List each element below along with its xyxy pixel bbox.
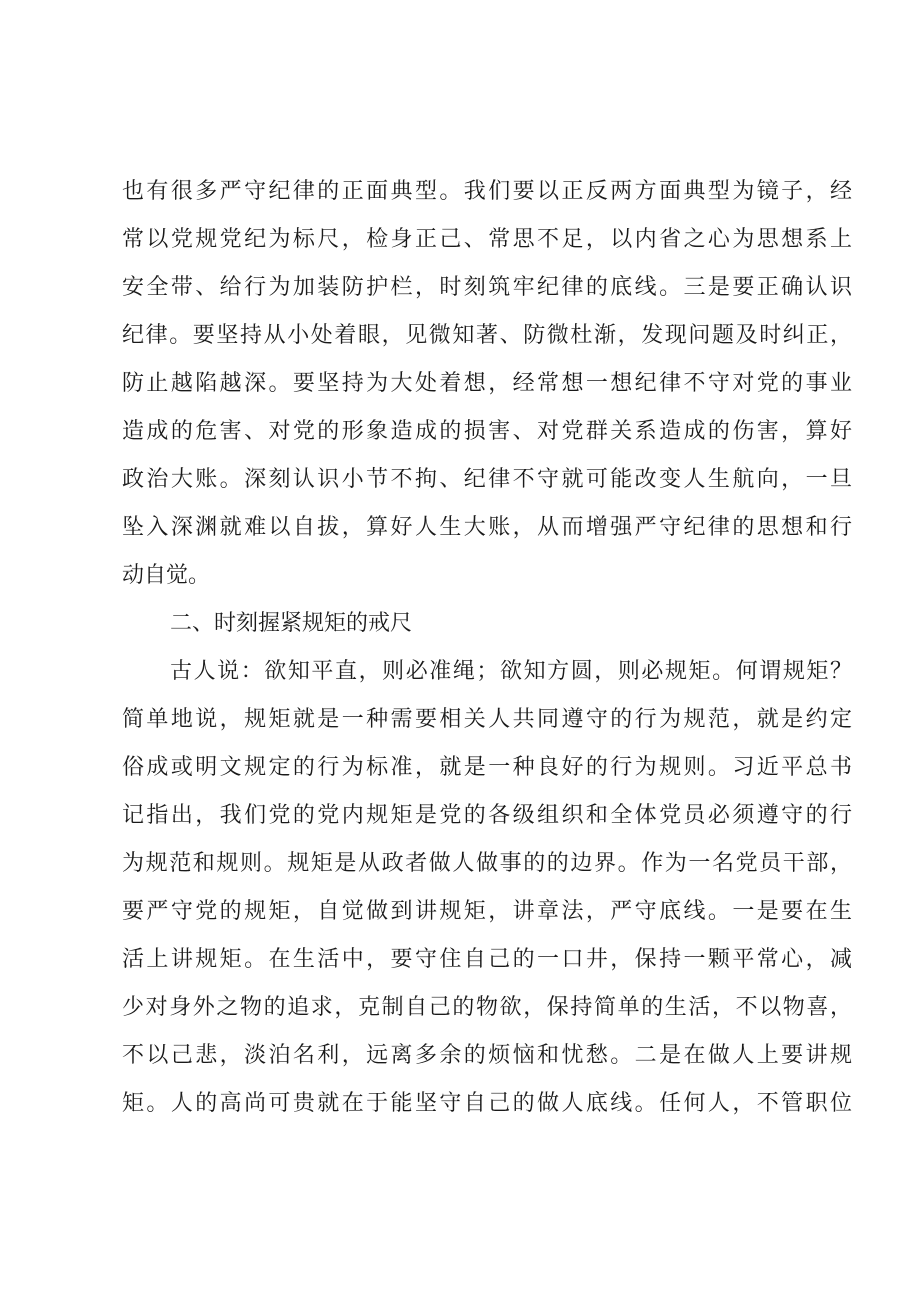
text-line: 纪律。要坚持从小处着眼，见微知著、防微杜渐，发现问题及时纠正， (122, 323, 852, 348)
section-heading: 二、时刻握紧规矩的戒尺 (170, 611, 413, 636)
text-line: 防止越陷越深。要坚持为大处着想，经常想一想纪律不守对党的事业 (122, 371, 852, 396)
text-line: 俗成或明文规定的行为标准，就是一种良好的行为规则。习近平总书 (122, 755, 852, 780)
text-line: 动自觉。 (122, 563, 211, 588)
text-line: 少对身外之物的追求，克制自己的物欲，保持简单的生活，不以物喜， (122, 995, 852, 1020)
text-line: 简单地说，规矩就是一种需要相关人共同遵守的行为规范，就是约定 (122, 707, 852, 732)
text-line: 坠入深渊就难以自拔，算好人生大账，从而增强严守纪律的思想和行 (122, 515, 852, 540)
text-line: 常以党规党纪为标尺，检身正己、常思不足，以内省之心为思想系上 (122, 227, 852, 252)
text-line: 也有很多严守纪律的正面典型。我们要以正反两方面典型为镜子，经 (122, 179, 852, 204)
text-line: 造成的危害、对党的形象造成的损害、对党群关系造成的伤害，算好 (122, 419, 852, 444)
text-line: 安全带、给行为加装防护栏，时刻筑牢纪律的底线。三是要正确认识 (122, 275, 852, 300)
text-line: 政治大账。深刻认识小节不拘、纪律不守就可能改变人生航向，一旦 (122, 467, 852, 492)
text-line: 活上讲规矩。在生活中，要守住自己的一口井，保持一颗平常心，减 (122, 947, 852, 972)
text-line: 要严守党的规矩，自觉做到讲规矩，讲章法，严守底线。一是要在生 (122, 899, 852, 924)
text-line: 不以己悲，淡泊名利，远离多余的烦恼和忧愁。二是在做人上要讲规 (122, 1043, 852, 1068)
document-body (122, 168, 852, 1128)
text-line: 矩。人的高尚可贵就在于能坚守自己的做人底线。任何人，不管职位 (122, 1091, 852, 1116)
text-line: 为规范和规则。规矩是从政者做人做事的的边界。作为一名党员干部， (122, 851, 852, 876)
text-line: 记指出，我们党的党内规矩是党的各级组织和全体党员必须遵守的行 (122, 803, 852, 828)
text-line: 古人说：欲知平直，则必准绳；欲知方圆，则必规矩。何谓规矩？ (170, 659, 852, 684)
